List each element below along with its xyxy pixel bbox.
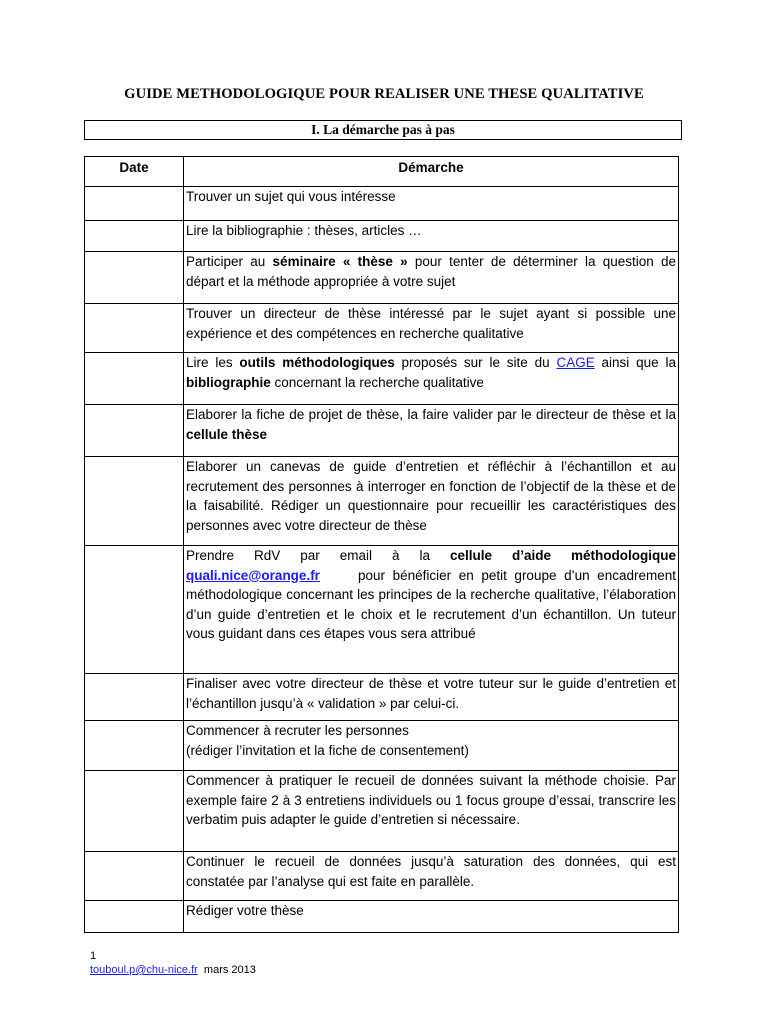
table-row (85, 252, 679, 304)
table-row (85, 304, 679, 353)
table-row (85, 771, 679, 852)
step-text: Elaborer un canevas de guide d’entretien et réfléchir à l’échantillon et au recrutement des personnes à interroger en fonction de l’objectif de la thèse et de la faisabilité. Rédiger un questionnaire pour recueillir les caractéristiques des personnes avec votre directeur de thèse (184, 457, 679, 546)
step-text: Lire les outils méthodologiques proposés sur le site du CAGE ainsi que la bibliographie concernant la recherche qualitative (184, 353, 679, 405)
steps-table (84, 156, 679, 933)
table-row (85, 457, 679, 546)
section-heading: I. La démarche pas à pas (84, 120, 682, 140)
table-row (85, 901, 679, 933)
table-row (85, 546, 679, 674)
page-footer (90, 964, 256, 976)
date-cell (85, 852, 184, 901)
page-number: 1 (90, 950, 97, 962)
table-row (85, 674, 679, 721)
footer-date: mars 2013 (203, 964, 256, 976)
table-row (85, 353, 679, 405)
header-date: Date (85, 157, 184, 187)
date-cell (85, 187, 184, 221)
date-cell (85, 304, 184, 353)
step-text: Commencer à recruter les personnes (rédiger l’invitation et la fiche de consentement) (184, 721, 679, 771)
date-cell (85, 252, 184, 304)
step-text: Rédiger votre thèse (184, 901, 679, 933)
date-cell (85, 405, 184, 457)
date-cell (85, 546, 184, 674)
date-cell (85, 353, 184, 405)
document-title: GUIDE METHODOLOGIQUE POUR REALISER UNE THESE QUALITATIVE (124, 86, 644, 102)
step-text: Elaborer la fiche de projet de thèse, la faire valider par le directeur de thèse et la cellule thèse (184, 405, 679, 457)
step-text: Participer au séminaire « thèse » pour tenter de déterminer la question de départ et la méthode appropriée à votre sujet (184, 252, 679, 304)
step-text: Prendre RdV par email à la cellule d’aide méthodologique quali.nice@orange.fr pour bénéficier en petit groupe d’un encadrement méthodologique concernant les principes de la recherche qualitative, l’élaboration d’un guide d’entretien et le choix et le recrutement d’un échantillon. Un tuteur vous guidant dans ces étapes vous sera attribué (184, 546, 679, 674)
step-text: Commencer à pratiquer le recueil de données suivant la méthode choisie. Par exemple faire 2 à 3 entretiens individuels ou 1 focus groupe d’essai, transcrire les verbatim puis adapter le guide d’entretien si nécessaire. (184, 771, 679, 852)
date-cell (85, 901, 184, 933)
date-cell (85, 771, 184, 852)
date-cell (85, 221, 184, 252)
step-text: Finaliser avec votre directeur de thèse et votre tuteur sur le guide d’entretien et l’échantillon jusqu’à « validation » par celui-ci. (184, 674, 679, 721)
step-text: Continuer le recueil de données jusqu’à saturation des données, qui est constatée par l’analyse qui est faite en parallèle. (184, 852, 679, 901)
seminaire-these: séminaire « thèse » (272, 254, 408, 269)
step-text: Lire la bibliographie : thèses, articles … (184, 221, 679, 252)
step-text: Trouver un sujet qui vous intéresse (184, 187, 679, 221)
step-text: Trouver un directeur de thèse intéressé par le sujet ayant si possible une expérience et des compétences en recherche qualitative (184, 304, 679, 353)
quali-email-link[interactable]: quali.nice@orange.fr (186, 567, 320, 583)
cage-link[interactable]: CAGE (556, 355, 595, 370)
date-cell (85, 721, 184, 771)
table-row (85, 405, 679, 457)
header-demarche: Démarche (184, 157, 679, 187)
table-row (85, 221, 679, 252)
table-header-row (85, 157, 679, 187)
table-row (85, 852, 679, 901)
author-email-link[interactable]: touboul.p@chu-nice.fr (90, 964, 198, 976)
date-cell (85, 674, 184, 721)
date-cell (85, 457, 184, 546)
table-row (85, 187, 679, 221)
table-row (85, 721, 679, 771)
